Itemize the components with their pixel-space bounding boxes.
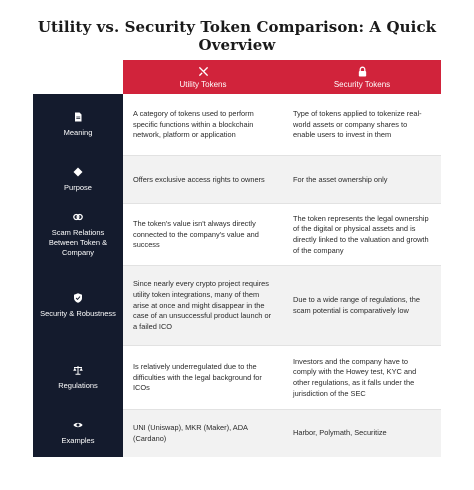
table-row xyxy=(33,410,441,457)
document-icon xyxy=(73,112,83,122)
column-header-security xyxy=(283,60,441,94)
link-icon xyxy=(73,212,83,222)
utility-cell: UNI (Uniswap), MKR (Maker), ADA (Cardano) xyxy=(123,410,283,457)
security-cell: For the asset ownership only xyxy=(283,156,441,204)
diamond-icon xyxy=(73,167,83,177)
page-title: Utility vs. Security Token Comparison: A Quick Overview xyxy=(37,18,437,54)
scale-icon xyxy=(73,365,83,375)
tools-icon xyxy=(198,66,209,77)
eye-icon xyxy=(73,420,83,430)
security-cell: The token represents the legal ownership of the digital or physical assets and is directly linked to the valuation and growth of the company xyxy=(293,213,429,255)
column-header-security-label: Security Tokens xyxy=(333,79,391,89)
utility-cell: The token's value isn't always directly connected to the company's value and success xyxy=(133,218,259,250)
utility-cell: Is relatively underregulated due to the difficulties with the legal background for ICOs xyxy=(133,361,262,393)
column-header-utility xyxy=(123,60,283,94)
utility-cell: Offers exclusive access rights to owners xyxy=(123,156,283,204)
table-row xyxy=(33,94,441,156)
row-label: Purpose xyxy=(33,156,123,204)
row-label: Security & Robustness xyxy=(33,266,123,346)
security-cell: Due to a wide range of regulations, the scam potential is comparatively low xyxy=(283,266,441,346)
security-cell: Investors and the company have to comply with the Howey test, KYC and other regulations, as it falls under the jurisdiction of the SEC xyxy=(293,356,417,398)
lock-icon xyxy=(357,66,368,77)
table-row xyxy=(33,156,441,204)
shield-check-icon xyxy=(73,293,83,303)
utility-cell: A category of tokens used to perform specific functions within a blockchain network, platform or application xyxy=(133,108,254,140)
utility-cell: Since nearly every crypto project requires utility token integrations, many of them arise at once and might disappear in the case of an unsuccessful product launch or a failed ICO xyxy=(123,266,283,346)
row-label: Meaning xyxy=(33,94,123,156)
security-cell: Harbor, Polymath, Securitize xyxy=(283,410,441,457)
row-label: Examples xyxy=(33,410,123,457)
table-row xyxy=(33,204,441,266)
table-row xyxy=(33,346,441,410)
row-label: Scam Relations Between Token & Company xyxy=(33,204,123,266)
column-header-utility-label: Utility Tokens xyxy=(179,79,227,89)
table-row xyxy=(33,266,441,346)
security-cell: Type of tokens applied to tokenize real-world assets or company shares to enable users to invest in them xyxy=(293,108,422,140)
row-label: Regulations xyxy=(33,346,123,410)
